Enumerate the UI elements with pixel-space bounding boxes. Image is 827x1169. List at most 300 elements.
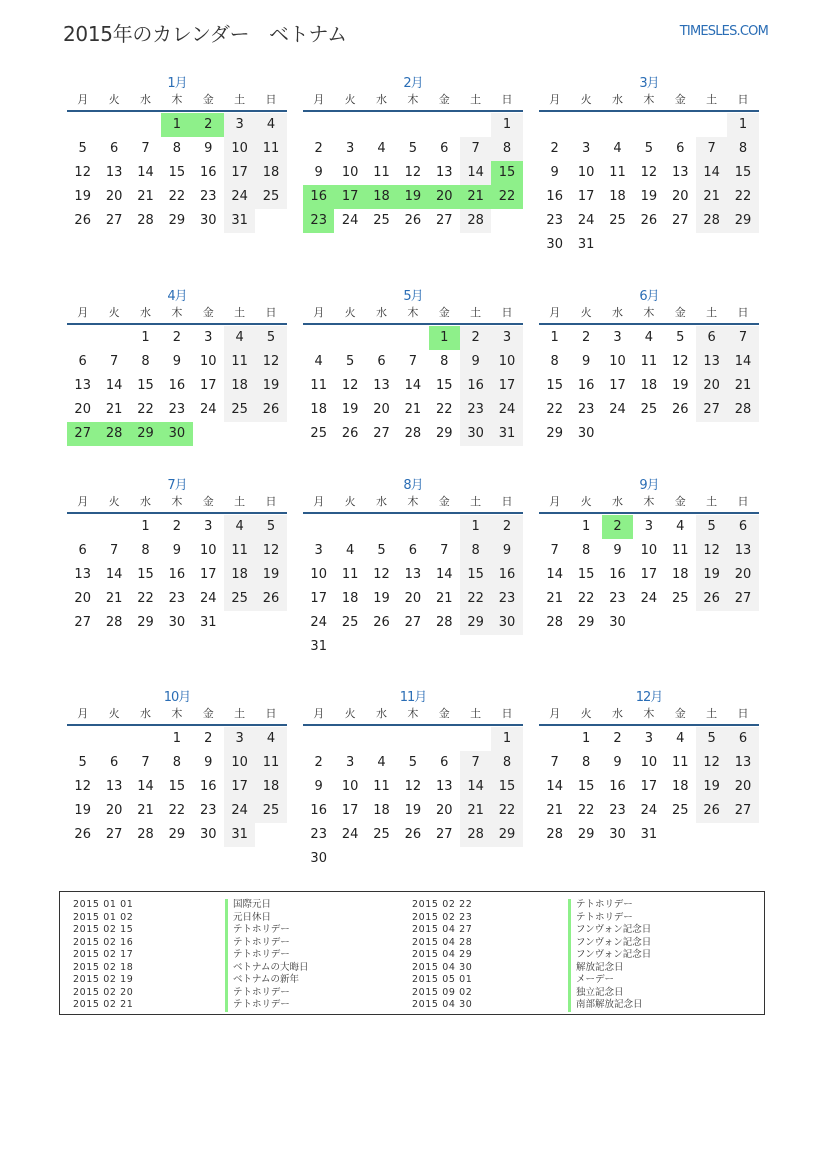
day-cell: 23 xyxy=(546,213,563,228)
day-cell: 13 xyxy=(105,779,123,794)
weekday-label: 土 xyxy=(234,495,246,508)
day-cell: 10 xyxy=(640,543,658,558)
day-cell: 22 xyxy=(577,803,595,818)
day-cell: 14 xyxy=(727,350,758,374)
day-cell: 4 xyxy=(255,727,286,751)
holiday-day-cell: 27 xyxy=(67,422,98,446)
day-cell: 16 xyxy=(199,779,217,794)
weekday-label: 火 xyxy=(344,495,356,508)
day-cell: 22 xyxy=(460,587,491,611)
day-cell: 3 xyxy=(613,330,622,345)
weekday-label: 土 xyxy=(470,707,482,720)
weekday-label: 日 xyxy=(737,93,749,106)
holiday-name: テトホリデー xyxy=(225,937,309,950)
day-cell: 27 xyxy=(373,426,390,441)
day-cell: 18 xyxy=(671,567,689,582)
holiday-name: テトホリデー xyxy=(225,999,309,1012)
empty-cell xyxy=(334,727,365,751)
empty-cell xyxy=(67,326,98,350)
day-cell: 12 xyxy=(696,751,727,775)
empty-cell xyxy=(539,727,570,751)
holiday-day-cell: 21 xyxy=(460,185,491,209)
day-cell: 21 xyxy=(105,591,123,606)
day-cell: 3 xyxy=(224,727,255,751)
day-cell: 26 xyxy=(696,587,727,611)
day-cell: 4 xyxy=(377,755,386,770)
month-7 xyxy=(67,474,287,635)
day-cell: 28 xyxy=(546,615,563,630)
day-cell: 5 xyxy=(78,755,87,770)
day-cell: 13 xyxy=(671,165,689,180)
holiday-date: 2015 02 18 xyxy=(73,961,134,973)
weekday-label: 月 xyxy=(77,495,89,508)
day-cell: 12 xyxy=(255,350,286,374)
day-cell: 20 xyxy=(435,803,453,818)
day-cell: 5 xyxy=(255,326,286,350)
day-cell: 26 xyxy=(404,827,422,842)
day-cell: 17 xyxy=(640,567,658,582)
weekday-label: 月 xyxy=(77,306,89,319)
day-cell: 14 xyxy=(105,378,123,393)
day-cell: 7 xyxy=(727,326,758,350)
day-cell: 5 xyxy=(644,141,653,156)
weekday-header xyxy=(67,303,287,325)
day-cell: 13 xyxy=(373,378,390,393)
day-cell: 9 xyxy=(172,543,181,558)
day-cell: 8 xyxy=(141,354,150,369)
day-cell: 6 xyxy=(440,141,449,156)
day-cell: 9 xyxy=(581,354,591,369)
holiday-name: フンヴォン記念日 xyxy=(568,937,651,950)
holiday-name: 元日休日 xyxy=(225,912,309,925)
weekday-label: 土 xyxy=(706,93,718,106)
day-cell: 10 xyxy=(199,543,217,558)
holiday-date: 2015 05 01 xyxy=(412,974,473,985)
day-cell: 12 xyxy=(404,165,422,180)
weekday-header xyxy=(67,704,287,726)
holiday-name: 独立記念日 xyxy=(568,987,651,1000)
day-cell: 11 xyxy=(609,165,626,180)
day-cell: 1 xyxy=(141,519,150,534)
day-grid xyxy=(303,326,523,446)
day-cell: 18 xyxy=(224,563,255,587)
day-cell: 26 xyxy=(671,402,689,417)
day-cell: 22 xyxy=(137,591,154,606)
weekday-label: 水 xyxy=(611,93,623,106)
weekday-label: 木 xyxy=(407,306,419,319)
weekday-label: 金 xyxy=(674,707,686,720)
month-5 xyxy=(303,285,523,446)
holiday-day-cell: 16 xyxy=(303,185,334,209)
weekday-label: 木 xyxy=(643,707,655,720)
day-cell: 25 xyxy=(224,398,255,422)
day-cell: 1 xyxy=(550,330,559,345)
weekday-label: 土 xyxy=(470,93,482,106)
day-cell: 14 xyxy=(696,161,727,185)
day-cell: 4 xyxy=(377,141,386,156)
day-cell: 17 xyxy=(199,567,217,582)
day-cell: 29 xyxy=(491,823,522,847)
weekday-label: 金 xyxy=(674,93,686,106)
day-cell: 10 xyxy=(199,354,217,369)
day-cell: 1 xyxy=(141,330,150,345)
weekday-header xyxy=(539,492,759,514)
day-cell: 27 xyxy=(435,827,453,842)
day-cell: 14 xyxy=(137,165,154,180)
day-cell: 21 xyxy=(404,402,422,417)
day-grid xyxy=(303,113,523,233)
day-cell: 27 xyxy=(435,213,453,228)
holiday-name: テトホリデー xyxy=(225,987,309,1000)
day-cell: 15 xyxy=(435,378,453,393)
weekday-label: 土 xyxy=(234,707,246,720)
day-cell: 20 xyxy=(671,189,689,204)
holiday-name: 南部解放記念日 xyxy=(568,999,651,1012)
day-cell: 15 xyxy=(577,779,595,794)
day-cell: 15 xyxy=(491,775,522,799)
holiday-date: 2015 04 27 xyxy=(412,924,473,935)
weekday-label: 日 xyxy=(265,707,277,720)
day-cell: 16 xyxy=(199,165,217,180)
weekday-label: 水 xyxy=(611,707,623,720)
day-cell: 27 xyxy=(696,398,727,422)
day-cell: 20 xyxy=(404,591,422,606)
empty-cell xyxy=(130,113,161,137)
day-cell: 4 xyxy=(314,354,323,369)
day-cell: 24 xyxy=(491,398,522,422)
day-cell: 7 xyxy=(109,354,119,369)
weekday-label: 木 xyxy=(407,707,419,720)
day-cell: 1 xyxy=(172,731,181,746)
day-grid xyxy=(303,727,523,871)
month-name: 3月 xyxy=(639,76,659,91)
empty-cell xyxy=(303,515,334,539)
day-cell: 30 xyxy=(491,611,522,635)
weekday-label: 金 xyxy=(438,495,450,508)
day-cell: 14 xyxy=(460,775,491,799)
day-cell: 26 xyxy=(373,615,390,630)
holiday-date: 2015 04 30 xyxy=(412,961,473,973)
weekday-label: 土 xyxy=(234,306,246,319)
day-cell: 29 xyxy=(137,615,154,630)
weekday-label: 火 xyxy=(108,93,120,106)
day-cell: 3 xyxy=(644,731,653,746)
month-12 xyxy=(539,686,759,847)
day-cell: 13 xyxy=(727,539,758,563)
empty-cell xyxy=(397,326,428,350)
day-cell: 19 xyxy=(696,775,727,799)
weekday-label: 日 xyxy=(501,93,513,106)
weekday-label: 月 xyxy=(549,495,561,508)
empty-cell xyxy=(539,515,570,539)
day-cell: 12 xyxy=(640,165,658,180)
weekday-label: 火 xyxy=(344,707,356,720)
day-cell: 16 xyxy=(577,378,595,393)
weekday-label: 土 xyxy=(234,93,246,106)
day-cell: 28 xyxy=(727,398,758,422)
day-cell: 25 xyxy=(609,213,626,228)
day-cell: 23 xyxy=(609,803,626,818)
day-cell: 1 xyxy=(581,731,591,746)
day-cell: 9 xyxy=(613,755,622,770)
empty-cell xyxy=(696,113,727,137)
day-cell: 28 xyxy=(137,827,154,842)
day-cell: 27 xyxy=(105,213,123,228)
day-cell: 24 xyxy=(199,402,217,417)
holiday-name: テトホリデー xyxy=(568,912,651,925)
day-cell: 16 xyxy=(168,567,186,582)
day-cell: 5 xyxy=(408,141,417,156)
day-cell: 16 xyxy=(310,803,327,818)
weekday-label: 土 xyxy=(706,306,718,319)
day-cell: 16 xyxy=(546,189,563,204)
day-cell: 26 xyxy=(404,213,422,228)
day-cell: 12 xyxy=(373,567,390,582)
holiday-names-col2 xyxy=(568,899,651,1012)
day-cell: 24 xyxy=(310,615,327,630)
empty-cell xyxy=(397,515,428,539)
day-cell: 20 xyxy=(696,374,727,398)
day-cell: 3 xyxy=(345,141,355,156)
empty-cell xyxy=(67,113,98,137)
weekday-label: 木 xyxy=(171,306,183,319)
day-cell: 24 xyxy=(341,827,359,842)
day-cell: 28 xyxy=(137,213,154,228)
day-cell: 29 xyxy=(546,426,563,441)
day-cell: 15 xyxy=(137,378,154,393)
day-cell: 7 xyxy=(550,543,559,558)
day-cell: 23 xyxy=(168,591,186,606)
day-grid xyxy=(67,515,287,635)
empty-cell xyxy=(334,326,365,350)
day-cell: 22 xyxy=(168,189,186,204)
day-cell: 12 xyxy=(74,165,91,180)
day-cell: 20 xyxy=(373,402,390,417)
month-name: 7月 xyxy=(167,478,187,493)
day-cell: 17 xyxy=(224,775,255,799)
holiday-date: 2015 02 16 xyxy=(73,936,134,948)
day-cell: 15 xyxy=(460,563,491,587)
empty-cell xyxy=(366,727,397,751)
holiday-day-cell: 22 xyxy=(491,185,522,209)
holiday-date: 2015 02 21 xyxy=(73,999,134,1010)
weekday-label: 月 xyxy=(313,93,325,106)
day-cell: 31 xyxy=(310,639,327,654)
month-name: 1月 xyxy=(167,76,187,91)
day-cell: 19 xyxy=(671,378,689,393)
holiday-dates-col2 xyxy=(412,899,472,1012)
weekday-label: 月 xyxy=(313,306,325,319)
day-cell: 2 xyxy=(172,519,181,534)
weekday-label: 水 xyxy=(139,495,151,508)
day-cell: 25 xyxy=(671,803,689,818)
day-cell: 27 xyxy=(727,587,758,611)
day-cell: 8 xyxy=(550,354,559,369)
day-cell: 19 xyxy=(255,563,286,587)
day-cell: 28 xyxy=(546,827,563,842)
day-cell: 3 xyxy=(314,543,323,558)
day-cell: 19 xyxy=(255,374,286,398)
month-name: 2月 xyxy=(403,76,423,91)
day-cell: 21 xyxy=(727,374,758,398)
day-cell: 21 xyxy=(460,799,491,823)
day-cell: 6 xyxy=(696,326,727,350)
empty-cell xyxy=(665,113,696,137)
day-cell: 22 xyxy=(491,799,522,823)
empty-cell xyxy=(98,727,129,751)
day-cell: 29 xyxy=(577,827,595,842)
day-cell: 6 xyxy=(408,543,417,558)
day-cell: 7 xyxy=(696,137,727,161)
weekday-label: 金 xyxy=(202,707,214,720)
holiday-name: 解放記念日 xyxy=(568,962,651,975)
day-cell: 27 xyxy=(404,615,422,630)
day-cell: 25 xyxy=(373,213,390,228)
day-cell: 8 xyxy=(440,354,449,369)
empty-cell xyxy=(98,326,129,350)
day-cell: 10 xyxy=(609,354,626,369)
day-cell: 9 xyxy=(491,539,522,563)
day-cell: 26 xyxy=(640,213,658,228)
day-cell: 7 xyxy=(408,354,417,369)
day-cell: 31 xyxy=(491,422,522,446)
day-cell: 28 xyxy=(435,615,453,630)
day-cell: 29 xyxy=(460,611,491,635)
day-cell: 26 xyxy=(74,213,91,228)
weekday-label: 金 xyxy=(438,93,450,106)
day-cell: 18 xyxy=(609,189,626,204)
month-name: 5月 xyxy=(403,289,423,304)
day-cell: 19 xyxy=(74,803,91,818)
day-cell: 26 xyxy=(255,398,286,422)
day-cell: 20 xyxy=(74,591,91,606)
day-cell: 4 xyxy=(255,113,286,137)
day-cell: 1 xyxy=(727,113,758,137)
weekday-header xyxy=(303,492,523,514)
day-cell: 11 xyxy=(255,137,286,161)
holiday-date: 2015 04 29 xyxy=(412,949,473,960)
holiday-date: 2015 02 22 xyxy=(412,899,473,910)
day-cell: 13 xyxy=(727,751,758,775)
day-cell: 17 xyxy=(577,189,595,204)
day-cell: 11 xyxy=(255,751,286,775)
day-cell: 26 xyxy=(341,426,359,441)
day-cell: 2 xyxy=(581,330,591,345)
holiday-name: フンヴォン記念日 xyxy=(568,924,651,937)
weekday-label: 木 xyxy=(171,707,183,720)
weekday-label: 木 xyxy=(171,93,183,106)
weekday-label: 水 xyxy=(611,495,623,508)
day-cell: 18 xyxy=(373,803,390,818)
day-cell: 2 xyxy=(172,330,181,345)
empty-cell xyxy=(397,727,428,751)
weekday-label: 水 xyxy=(375,93,387,106)
month-4 xyxy=(67,285,287,446)
day-cell: 24 xyxy=(609,402,626,417)
day-cell: 22 xyxy=(577,591,595,606)
weekday-label: 金 xyxy=(202,495,214,508)
day-cell: 13 xyxy=(404,567,422,582)
month-name: 9月 xyxy=(639,478,659,493)
day-cell: 23 xyxy=(168,402,186,417)
empty-cell xyxy=(366,515,397,539)
day-cell: 11 xyxy=(373,165,390,180)
day-cell: 7 xyxy=(460,137,491,161)
day-cell: 24 xyxy=(224,799,255,823)
month-11 xyxy=(303,686,523,871)
day-cell: 8 xyxy=(172,755,181,770)
day-cell: 25 xyxy=(255,799,286,823)
day-cell: 28 xyxy=(404,426,422,441)
day-cell: 14 xyxy=(137,779,154,794)
day-cell: 14 xyxy=(460,161,491,185)
weekday-label: 金 xyxy=(202,306,214,319)
holiday-day-cell: 1 xyxy=(429,326,460,350)
weekday-header xyxy=(539,704,759,726)
day-cell: 10 xyxy=(640,755,658,770)
day-cell: 25 xyxy=(310,426,327,441)
empty-cell xyxy=(570,113,601,137)
day-cell: 16 xyxy=(491,563,522,587)
holiday-date: 2015 02 19 xyxy=(73,974,134,985)
month-3 xyxy=(539,72,759,257)
month-10 xyxy=(67,686,287,847)
empty-cell xyxy=(429,113,460,137)
day-cell: 17 xyxy=(224,161,255,185)
weekday-header xyxy=(67,90,287,112)
empty-cell xyxy=(334,113,365,137)
site-logo[interactable]: TIMESLES.COM xyxy=(679,24,768,39)
weekday-label: 水 xyxy=(139,707,151,720)
day-cell: 30 xyxy=(546,237,563,252)
weekday-label: 水 xyxy=(375,306,387,319)
day-cell: 22 xyxy=(727,185,758,209)
day-cell: 18 xyxy=(310,402,327,417)
weekday-label: 月 xyxy=(549,306,561,319)
day-cell: 6 xyxy=(109,755,119,770)
day-cell: 30 xyxy=(609,615,626,630)
day-cell: 11 xyxy=(224,539,255,563)
day-grid xyxy=(67,326,287,446)
day-cell: 23 xyxy=(609,591,626,606)
day-cell: 30 xyxy=(168,615,186,630)
month-8 xyxy=(303,474,523,659)
empty-cell xyxy=(602,113,633,137)
weekday-label: 金 xyxy=(202,93,214,106)
page-title: 2015年のカレンダー ベトナム xyxy=(63,22,347,46)
day-grid xyxy=(67,727,287,847)
weekday-header xyxy=(303,704,523,726)
weekday-label: 土 xyxy=(470,306,482,319)
day-cell: 8 xyxy=(460,539,491,563)
day-cell: 25 xyxy=(671,591,689,606)
weekday-label: 火 xyxy=(580,93,592,106)
day-cell: 13 xyxy=(696,350,727,374)
day-cell: 26 xyxy=(74,827,91,842)
day-cell: 13 xyxy=(74,378,91,393)
day-cell: 20 xyxy=(74,402,91,417)
day-cell: 24 xyxy=(199,591,217,606)
day-cell: 16 xyxy=(168,378,186,393)
day-cell: 21 xyxy=(546,591,563,606)
holiday-day-cell: 15 xyxy=(491,161,522,185)
holiday-name: ベトナムの大晦日 xyxy=(225,962,309,975)
holiday-day-cell: 30 xyxy=(161,422,192,446)
day-cell: 18 xyxy=(640,378,658,393)
day-cell: 5 xyxy=(345,354,355,369)
day-grid xyxy=(539,326,759,446)
day-cell: 5 xyxy=(696,727,727,751)
